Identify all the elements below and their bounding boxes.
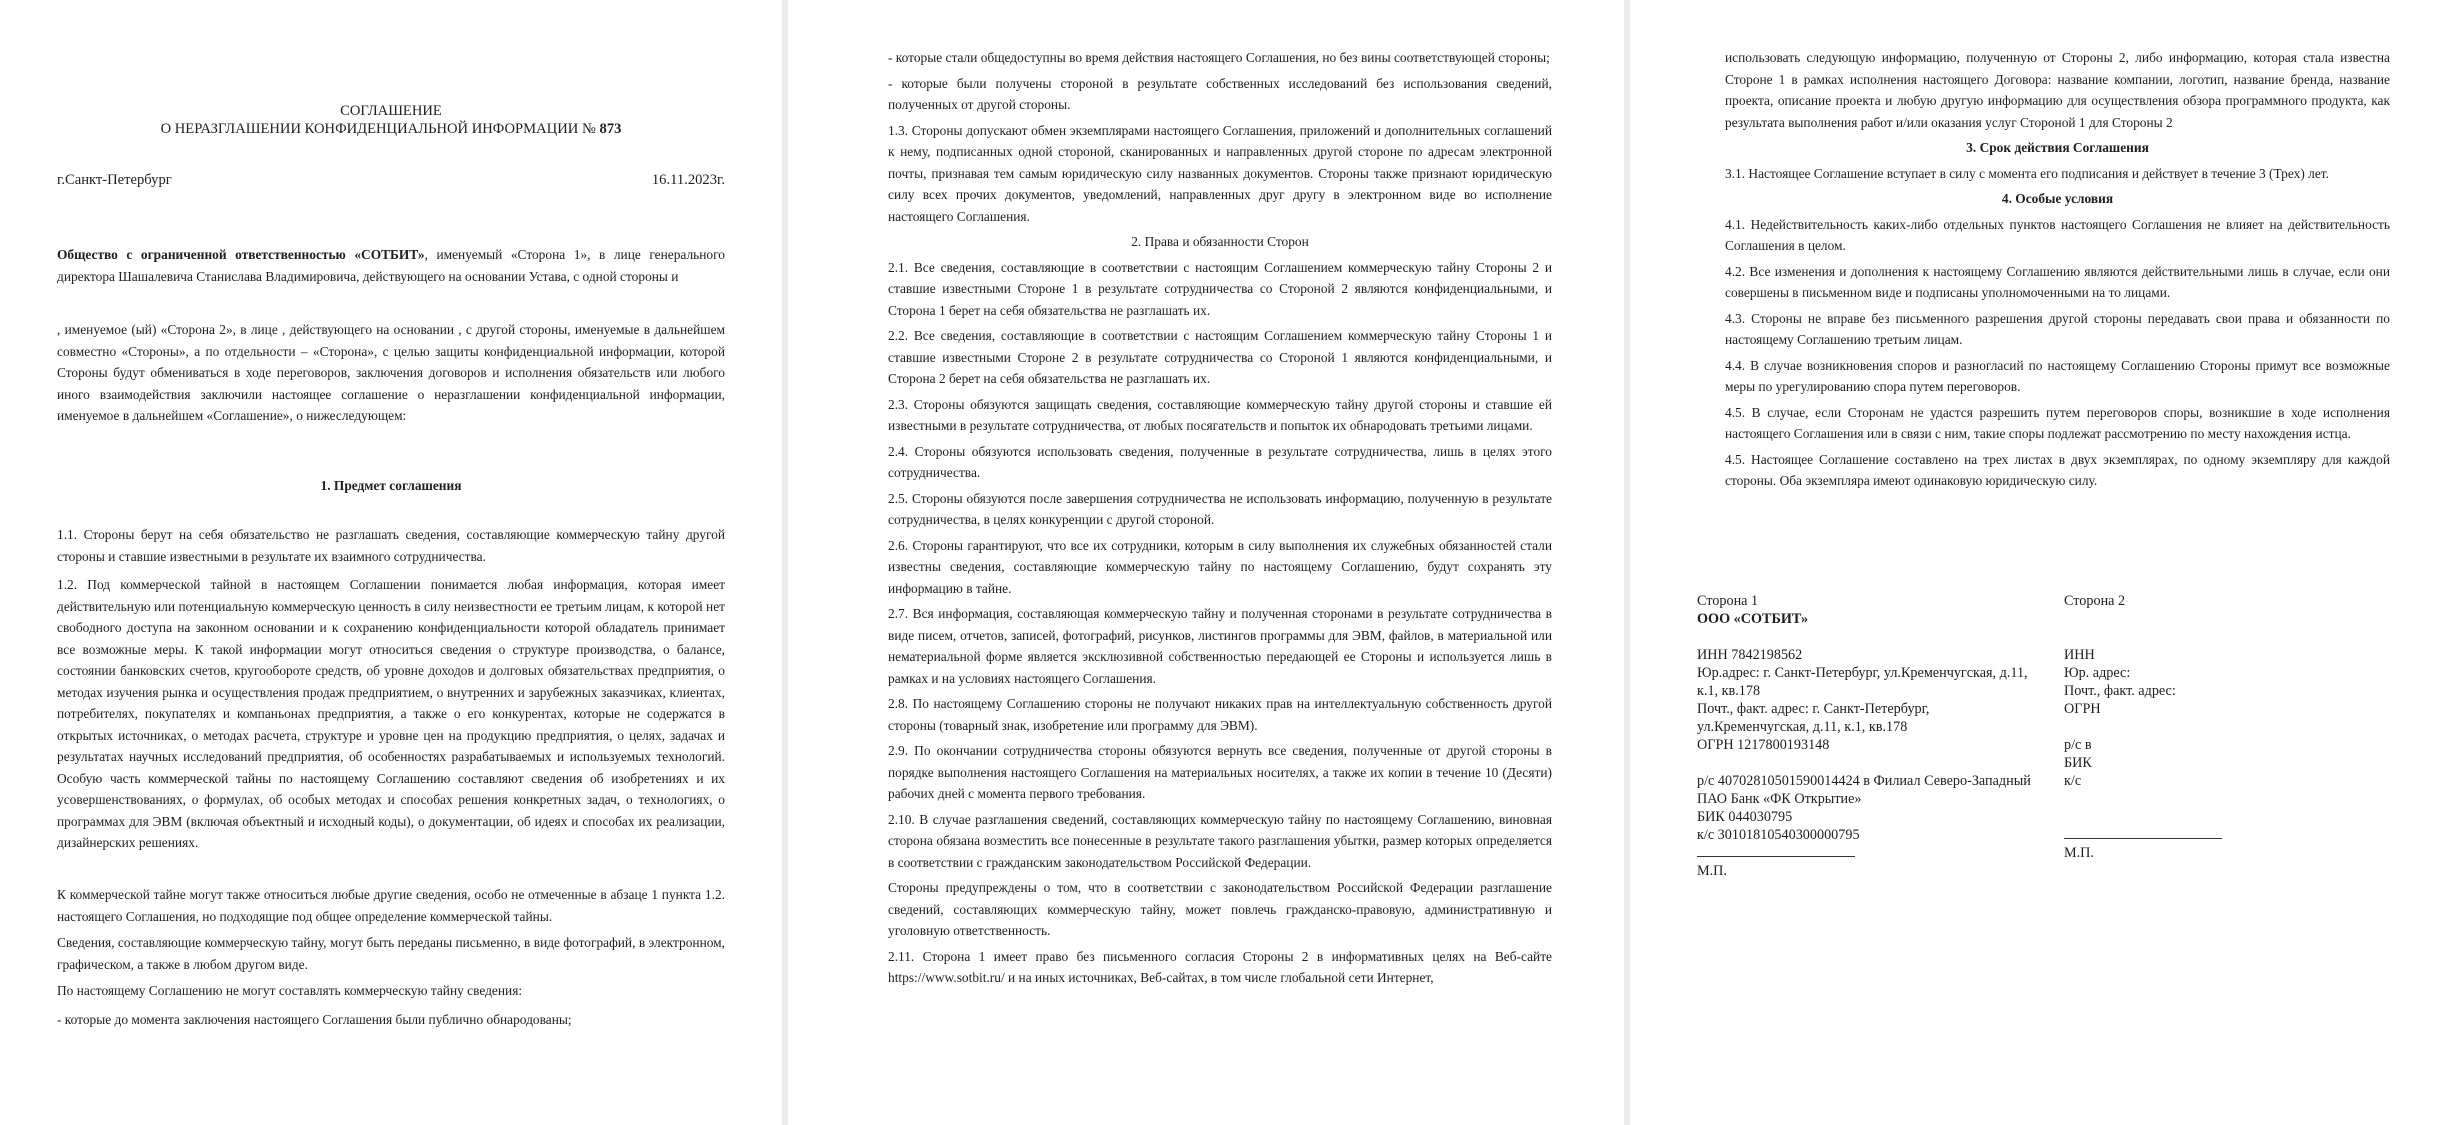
- city: г.Санкт-Петербург: [57, 172, 172, 188]
- bullet-item: - которые стали общедоступны во время действия настоящего Соглашения, но без вины соответствующей стороны;: [888, 50, 1550, 65]
- document-page-2: [788, 0, 1624, 1125]
- city-date-line: [57, 170, 725, 192]
- paragraph-extra-2: Сведения, составляющие коммерческую тайну, могут быть переданы письменно, в виде фотографий, в электронном, графическом, а также в любом другом виде.: [57, 935, 725, 972]
- page3-content: [1725, 47, 2390, 492]
- party1-text: , именуемый «Сторона 1», в лице генерального директора Шашалевича Станислава Владимировича, действующего на основании Устава, с одной стороны и: [57, 247, 725, 284]
- clause-4-5a: 4.5. В случае, если Сторонам не удастся разрешить путем переговоров споры, возникшие в ходе исполнения настоящего Соглашения или в связи с ним, такие споры подлежат рассмотрению по месту нахождения истца.: [1725, 404, 2390, 441]
- title-line-2: [57, 120, 725, 138]
- signature-line: [2064, 837, 2222, 839]
- side2-bik: БИК: [2064, 755, 2092, 771]
- clause-2-5: 2.5. Стороны обязуются после завершения сотрудничества не использовать информацию, полученную в результате сотрудничества, в целях конкуренции с другой стороной.: [888, 490, 1552, 527]
- party1-paragraph: [57, 244, 725, 287]
- clause-4-1: 4.1. Недействительность каких-либо отдельных пунктов настоящего Соглашения не влияет на действительность Соглашения в целом.: [1725, 216, 2390, 253]
- clause-3-1: 3.1. Настоящее Соглашение вступает в силу с момента его подписания и действует в течение 3 (Трех) лет.: [1725, 165, 2329, 181]
- clause-2-2: 2.2. Все сведения, составляющие в соответствии с настоящим Соглашением коммерческую тайну Стороны 1 и ставшие известными Стороне 2 в результате сотрудничества со Стороной 1 являются конфиденциальными, и Сторона 2 берет на себя обязательства не разглашать их.: [888, 328, 1552, 386]
- clause-1-3: 1.3. Стороны допускают обмен экземплярами настоящего Соглашения, приложений и дополнительных соглашений к нему, подписанных одной стороной, сканированных и направленных другой стороне по адресам электронной почты, признавая тем самым юридическую силу названных документов. Стороны также признают юридическую силу всех прочих документов, уведомлений, направленных друг другу в электронном виде во исполнение настоящего Соглашения.: [888, 122, 1552, 224]
- side1-ogrn: ОГРН 1217800193148: [1697, 737, 1830, 753]
- liability-warning: Стороны предупреждены о том, что в соответствии с законодательством Российской Федерации разглашение сведений, составляющих коммерческую тайну, может повлечь гражданско-правовую, административную и уголовную ответственность.: [888, 880, 1552, 938]
- agreement-number: 873: [599, 121, 622, 137]
- side1-stamp: М.П.: [1697, 863, 1727, 879]
- clause-2-11: 2.11. Сторона 1 имеет право без письменного согласия Стороны 2 в информативных целях на Веб-сайте https://www.sotbit.ru/ и на иных источниках, Веб-сайтах, в том числе глобальной сети Интернет,: [888, 948, 1552, 985]
- section-1-title: 1. Предмет соглашения: [320, 478, 462, 493]
- side2-inn: ИНН: [2064, 647, 2095, 663]
- side1-corr-account: к/с 30101810540300000795: [1697, 827, 1860, 843]
- bullet-item: - которые были получены стороной в результате собственных исследований без использования сведений, полученных от другой стороны.: [888, 75, 1552, 112]
- date: 16.11.2023г.: [651, 172, 725, 188]
- page2-content: [888, 47, 1552, 989]
- title-text: О НЕРАЗГЛАШЕНИИ КОНФИДЕНЦИАЛЬНОЙ ИНФОРМАЦИИ №: [160, 121, 600, 137]
- side1-jur-address: Юр.адрес: г. Санкт-Петербург, ул.Кременчугская, д.11, к.1, кв.178: [1697, 665, 2028, 699]
- party2-paragraph: , именуемое (ый) «Сторона 2», в лице , действующего на основании , с другой стороны, именуемые в дальнейшем совместно «Стороны», а по отдельности – «Сторона», с целью защиты конфиденциальной информации, которой Стороны будут обмениваться в ходе переговоров, заключения договоров и исполнения обязательств или любого иного взаимодействия заключили настоящее соглашение о неразглашении конфиденциальной информации, именуемое в дальнейшем «Соглашение», о нижеследующем:: [57, 322, 725, 423]
- clause-2-7: 2.7. Вся информация, составляющая коммерческую тайну и полученная сторонами в результате сотрудничества в виде писем, отчетов, записей, фотографий, рисунков, листингов программы для ЭВМ, файлов, в материальной или нематериальной форме является эксклюзивной собственностью передающей ее Стороны и используется лишь в рамках и на условиях настоящего Соглашения.: [888, 606, 1552, 686]
- side2-account: р/с в: [2064, 737, 2092, 753]
- clause-2-10: 2.10. В случае разглашения сведений, составляющих коммерческую тайну по настоящему Соглашению, виновная сторона обязана возместить все понесенные в результате такого разглашения убытки, размер которых определяется в соответствии с гражданским законодательством Российской Федерации.: [888, 811, 1552, 870]
- clause-4-3: 4.3. Стороны не вправе без письменного разрешения другой стороны передавать свои права и обязанности по настоящему Соглашению третьим лицам.: [1725, 310, 2390, 347]
- clause-2-9: 2.9. По окончании сотрудничества стороны обязуются вернуть все сведения, полученные от другой стороны в порядке выполнения настоящего Соглашения на материальных носителях, а также их копии в течение 10 (Десяти) рабочих дней с момента первого требования.: [888, 743, 1552, 801]
- clause-2-1: 2.1. Все сведения, составляющие в соответствии с настоящим Соглашением коммерческую тайну Стороны 2 и ставшие известными Стороне 1 в результате сотрудничества со Стороной 2 являются конфиденциальными, и Сторона 1 берет на себя обязательства не разглашать их.: [888, 259, 1552, 318]
- clause-1-2: 1.2. Под коммерческой тайной в настоящем Соглашении понимается любая информация, которая имеет действительную или потенциальную коммерческую ценность в силу неизвестности ее третьим лицам, к которой нет свободного доступа на законном основании и к сохранению конфиденциальности которой обладатель принимает все возможные меры. К такой информации могут относиться сведения о структуре производства, о балансе, состоянии банковских счетов, кругообороте средств, об уровне доходов и долговых обязательствах предприятия, о методах изучения рынка и осуществления продаж предприятием, о внутренних и зарубежных заказчиках, клиентах, потребителях, покупателях и компаньонах предприятия, а также о его конкурентах, которые не содержатся в открытых источниках, о методах расчета, структуре и уровне цен на продукцию предприятия, о целях, задачах и результатах научных исследований предприятия, об особенностях разрабатываемых и используемых технологий. Особую часть коммерческой тайны по настоящему Соглашению составляют сведения об изобретениях и их усовершенствованиях, о формулах, об особых методах и способах решения конкретных задач, о технологиях, о программах для ЭВМ (включая объектный и исходный коды), о документации, об идеях и способах их реализации, дизайнерских решениях.: [57, 577, 725, 850]
- side1-header: Сторона 1: [1697, 593, 1759, 609]
- clause-2-6: 2.6. Стороны гарантируют, что все их сотрудники, которым в силу выполнения их служебных обязанностей стали известны сведения, составляющие коммерческую тайну по настоящему Соглашению, будут сохранять эту информацию в тайне.: [888, 537, 1552, 596]
- section-4-title: 4. Особые условия: [2001, 191, 2114, 206]
- side2-jur-address: Юр. адрес:: [2064, 665, 2131, 681]
- document-page-3: [1630, 0, 2440, 1125]
- clause-2-11-continued: использовать следующую информацию, полученную от Стороны 2, либо информацию, которая стала известна Стороне 1 в рамках исполнения настоящего Договора: название компании, логотип, название бренда, название проекта, описание проекта и любую другую информацию для осуществления обзора программного продукта, как результата выполнения работ и/или оказания услуг Стороной 1 для Стороны 2: [1725, 50, 2390, 130]
- clause-4-5b: 4.5. Настоящее Соглашение составлено на трех листах в двух экземплярах, по одному экземпляру для каждой стороны. Оба экземпляра имеют одинаковую юридическую силу.: [1725, 451, 2390, 488]
- paragraph-extra-3: По настоящему Соглашению не могут составлять коммерческую тайну сведения:: [57, 983, 523, 998]
- paragraph-extra-1: К коммерческой тайне могут также относиться любые другие сведения, особо не отмеченные в абзаце 1 пункта 1.2. настоящего Соглашения, но подходящие под общее определение коммерческой тайны.: [57, 887, 725, 924]
- side1-post-address: Почт., факт. адрес: г. Санкт-Петербург, ул.Кременчугская, д.11, к.1, кв.178: [1697, 701, 1930, 735]
- side1-company-name: ООО «СОТБИТ»: [1697, 611, 1809, 627]
- side2-post-address: Почт., факт. адрес:: [2064, 683, 2176, 699]
- side2-stamp: М.П.: [2064, 845, 2094, 861]
- agreement-title: [57, 102, 725, 138]
- section-2-title: 2. Права и обязанности Сторон: [1131, 234, 1309, 249]
- clause-2-4: 2.4. Стороны обязуются использовать сведения, полученные в результате сотрудничества, лишь в целях этого сотрудничества.: [888, 443, 1552, 480]
- clause-4-2: 4.2. Все изменения и дополнения к настоящему Соглашению являются действительными лишь в случае, если они совершены в письменном виде и подписаны уполномоченными на то лицами.: [1725, 263, 2390, 300]
- side2-ogrn: ОГРН: [2064, 701, 2101, 717]
- side1-inn: ИНН 7842198562: [1697, 647, 1803, 663]
- side1-bik: БИК 044030795: [1697, 809, 1793, 825]
- bullet-item: - которые до момента заключения настоящего Соглашения были публично обнародованы;: [57, 1012, 572, 1027]
- section-3-title: 3. Срок действия Соглашения: [1966, 140, 2149, 155]
- title-line-1: СОГЛАШЕНИЕ: [340, 103, 442, 119]
- side2-header: Сторона 2: [2064, 593, 2126, 609]
- signature-line: [1697, 855, 1855, 857]
- party1-name: Общество с ограниченной ответственностью «СОТБИТ»: [57, 247, 425, 262]
- side2-corr-account: к/с: [2064, 773, 2082, 789]
- clause-2-8: 2.8. По настоящему Соглашению стороны не получают никаких прав на интеллектуальную собственность другой стороны (товарный знак, изобретение или программу для ЭВМ).: [888, 696, 1552, 733]
- side2-details: [2064, 592, 2294, 862]
- document-page-1: [0, 0, 782, 1125]
- side1-account: р/с 40702810501590014424 в Филиал Северо-Западный ПАО Банк «ФК Открытие»: [1697, 773, 2031, 807]
- side1-details: [1697, 592, 2042, 880]
- clause-1-1: 1.1. Стороны берут на себя обязательство не разглашать сведения, составляющие коммерческую тайну другой стороны и ставшие известными в результате их взаимного сотрудничества.: [57, 527, 725, 564]
- clause-4-4: 4.4. В случае возникновения споров и разногласий по настоящему Соглашению Стороны примут все возможные меры по урегулированию спора путем переговоров.: [1725, 357, 2390, 394]
- clause-2-3: 2.3. Стороны обязуются защищать сведения, составляющие коммерческую тайну другой стороны и ставшие ей известными в результате сотрудничества, от любых посягательств и попыток их обнародовать третьими лицами.: [888, 396, 1552, 433]
